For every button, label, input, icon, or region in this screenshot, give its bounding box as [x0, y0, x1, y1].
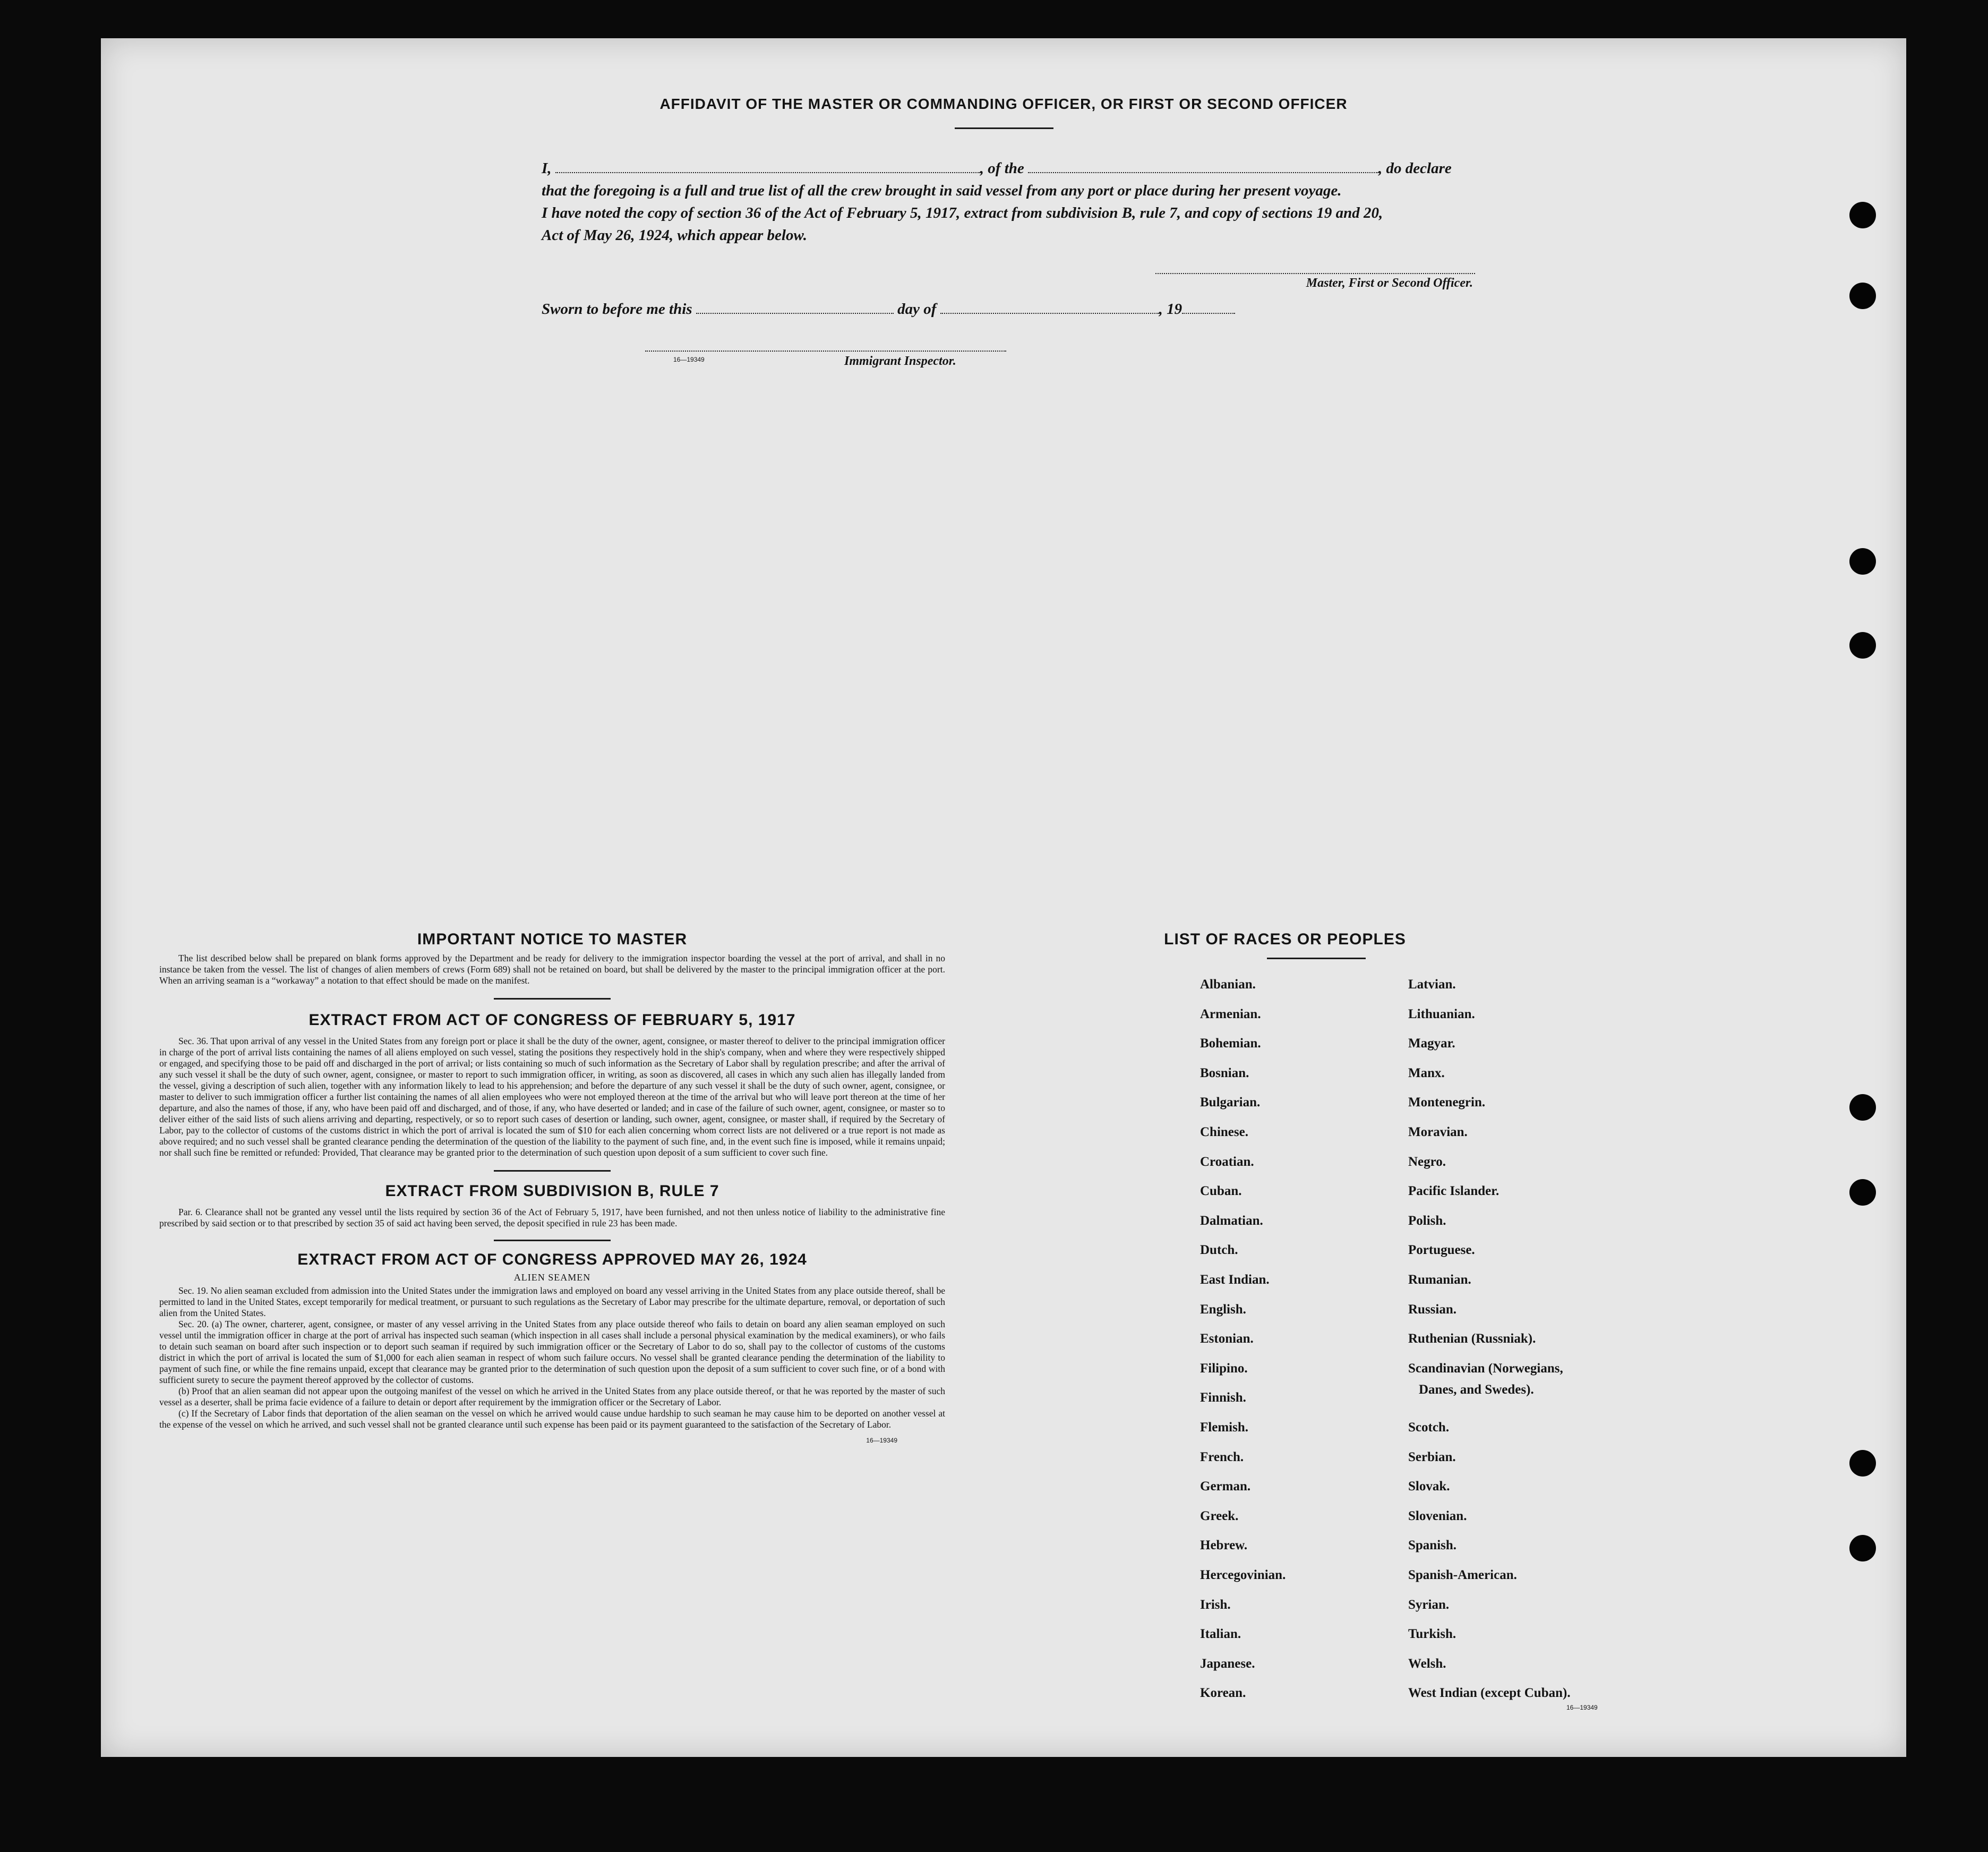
form-number: 16—19349: [866, 1437, 897, 1444]
affidavit-line-2: that the foregoing is a full and true list of all the crew brought in said vessel from any port or place during her present voyage.: [542, 182, 1342, 199]
race-item: Hercegovinian.: [1200, 1568, 1286, 1582]
extract-rule7-title: EXTRACT FROM SUBDIVISION B, RULE 7: [385, 1182, 719, 1200]
divider: [494, 998, 611, 1000]
race-item: West Indian (except Cuban).: [1408, 1686, 1571, 1701]
race-item: Lithuanian.: [1408, 1006, 1475, 1021]
race-item: Latvian.: [1408, 977, 1456, 992]
punch-hole: [1849, 283, 1876, 309]
race-item: Portuguese.: [1408, 1243, 1475, 1258]
race-item: Estonian.: [1200, 1332, 1254, 1346]
race-item: Spanish-American.: [1408, 1568, 1517, 1582]
year-prefix: , 19: [1159, 301, 1182, 318]
race-item: Italian.: [1200, 1627, 1241, 1642]
race-item: Bohemian.: [1200, 1036, 1261, 1051]
year-blank: [1182, 312, 1235, 314]
race-item: Slovenian.: [1408, 1508, 1467, 1523]
affidavit-title: AFFIDAVIT OF THE MASTER OR COMMANDING OFFICER, OR FIRST OR SECOND OFFICER: [659, 96, 1348, 112]
race-item: Ruthenian (Russniak).: [1408, 1332, 1536, 1346]
extract-1917-body: Sec. 36. That upon arrival of any vessel in the United States from any foreign port or place it shall be the duty of the owner, agent, consignee, or master thereof to deliver to the principal immigration officer in charge of the port of arrival lists containing the names of all aliens employed on such vessel, stating the positions they respectively hold in the ship's company, when and where they were respectively shipped or engaged, and specifying those to be paid off and discharged in the port of arrival; or lists containing so much of such information as the Secretary of Labor shall by regulation prescribe; and after the arrival of any such vessel it shall be the duty of such owner, agent, consignee, or master to report to such immigration officer, in writing, as soon as discovered, all cases in which any such alien has illegally landed from the vessel, giving a description of such alien, together with any information likely to lead to his apprehension; and before the departure of any such vessel it shall be the duty of such owner, agent, consignee, or master to deliver to such immigration officer a further list containing the names of all alien employees who were not employed thereon at the time of the arrival but who will leave port thereon at the time of her departure, and also the names of those, if any, who have been paid off and discharged, and of those, if any, who have deserted or landed; and in case of the failure of such owner, agent, consignee, or master so to deliver either of the said lists of such aliens arriving and departing, respectively, or so to report such cases of desertion or landing, such owner, agent, consignee, or master shall, if required by the Secretary of Labor, pay to the collector of customs of the customs district in which the port of arrival is located the sum of $10 for each alien concerning whom correct lists are not delivered or a true report is not made as above required; and no such vessel shall be granted clearance pending the determination of the question of the liability to the payment of such fine, and, in the event such fine is imposed, while it remains unpaid; nor shall such fine be remitted or refunded: Provided, That clearance may be granted prior to the determination of such question upon deposit of a sum sufficient to cover such fine.: [159, 1036, 945, 1158]
sworn-line: [542, 301, 1235, 318]
document-page: [101, 38, 1906, 1757]
race-item: Bosnian.: [1200, 1065, 1249, 1080]
race-item: Armenian.: [1200, 1006, 1261, 1021]
extract-rule7-body: Par. 6. Clearance shall not be granted any vessel until the lists required by section 36 of the Act of February 5, 1917, have been furnished, and not then unless notice of liability to the administrative fine prescribed by said section or to that prescribed by section 35 of said act having been served, the deposit specified in rule 23 has been made.: [159, 1207, 945, 1228]
race-item: German.: [1200, 1479, 1251, 1494]
punch-hole: [1849, 1179, 1876, 1206]
affidavit-line-3: I have noted the copy of section 36 of the Act of February 5, 1917, extract from subdivision B, rule 7, and copy of sections 19 and 20,: [542, 204, 1383, 221]
race-item: Filipino.: [1200, 1361, 1248, 1376]
race-item: Spanish.: [1408, 1538, 1457, 1553]
affidavit-line-1: [542, 160, 1452, 177]
sec19-body: Sec. 19. No alien seaman excluded from admission into the United States under the immigration laws and employed on board any vessel arriving in the United States from any place outside thereof, shall be permitted to land in the United States, except temporarily for medical treatment, or pursuant to such regulations as the Secretary of Labor may prescribe for the ultimate departure, removal, or deportation of such alien from the United States.: [159, 1285, 945, 1318]
alien-seamen-subtitle: ALIEN SEAMEN: [513, 1272, 591, 1283]
race-item: French.: [1200, 1449, 1244, 1464]
signature-line: [1155, 273, 1475, 274]
punch-hole: [1849, 202, 1876, 228]
race-item: Pacific Islander.: [1408, 1184, 1499, 1199]
race-item: Manx.: [1408, 1065, 1445, 1080]
race-item: Finnish.: [1200, 1390, 1246, 1405]
race-item: East Indian.: [1200, 1273, 1270, 1287]
race-item: Polish.: [1408, 1213, 1446, 1228]
punch-hole: [1849, 1450, 1876, 1477]
signature-label: Master, First or Second Officer.: [1306, 276, 1473, 290]
punch-hole: [1849, 1535, 1876, 1561]
race-item: Japanese.: [1200, 1656, 1255, 1671]
legal-extracts: [159, 931, 945, 1444]
form-number: 16—19349: [1566, 1704, 1598, 1711]
race-item: Montenegrin.: [1408, 1095, 1486, 1110]
extract-1924-title: EXTRACT FROM ACT OF CONGRESS APPROVED MAY 26, 1924: [297, 1251, 807, 1268]
race-item: Magyar.: [1408, 1036, 1455, 1051]
month-blank: [940, 312, 1159, 314]
i-prefix: I,: [542, 160, 552, 177]
race-item: Croatian.: [1200, 1154, 1254, 1169]
race-item: Chinese.: [1200, 1125, 1248, 1139]
day-of-text: day of: [897, 301, 937, 318]
sec20b-body: (b) Proof that an alien seaman did not appear upon the outgoing manifest of the vessel on which he arrived in the United States from any place outside thereof, or that he was reported by the master of such vessel as a deserter, shall be prima facie evidence of a failure to detain or deport after requirement by the immigration officer or the Secretary of Labor.: [159, 1386, 945, 1407]
race-item: Russian.: [1408, 1302, 1457, 1317]
sec20a-body: Sec. 20. (a) The owner, charterer, agent, consignee, or master of any vessel arriving in the United States from any place outside thereof who fails to detain on board any alien seaman employed on such vessel until the immigration officer in charge at the port of arrival has inspected such seaman (which inspection in all cases shall include a personal physical examination by the medical examiners), or who fails to detain such seaman on board after such inspection or to deport such seaman if required by such immigration officer or the Secretary of Labor to do so, shall pay to the collector of customs of the customs district in which the port of arrival is located the sum of $1,000 for each alien seaman in respect of whom such failure occurs. No vessel shall be granted clearance pending the determination of the liability to payment of such fine, or while the fine remains unpaid, except that clearance may be granted prior to the determination of such question upon the deposit of a sum sufficient to cover such fine, or of a bond with sufficient surety to secure the payment thereof approved by the collector of customs.: [159, 1319, 945, 1385]
sworn-day-blank: [696, 312, 894, 314]
punch-hole: [1849, 632, 1876, 659]
race-item: Scandinavian (Norwegians,: [1408, 1361, 1563, 1376]
race-item: Bulgarian.: [1200, 1095, 1261, 1110]
race-item: English.: [1200, 1302, 1246, 1317]
of-the-text: , of the: [980, 160, 1024, 177]
race-item: Dutch.: [1200, 1243, 1238, 1258]
do-declare-text: , do declare: [1378, 160, 1452, 177]
inspector-label: Immigrant Inspector.: [844, 354, 956, 368]
race-item: Moravian.: [1408, 1125, 1468, 1139]
affidavit-body: [542, 157, 1599, 246]
divider: [494, 1170, 611, 1172]
divider: [494, 1240, 611, 1241]
race-item: Scotch.: [1408, 1420, 1450, 1435]
inspector-signature-line: [645, 351, 1006, 352]
sworn-prefix: Sworn to before me this: [542, 301, 692, 318]
race-item: Albanian.: [1200, 977, 1256, 992]
affidavit-line-4: Act of May 26, 1924, which appear below.: [542, 227, 807, 244]
race-item: Irish.: [1200, 1597, 1231, 1612]
sec20c-body: (c) If the Secretary of Labor finds that deportation of the alien seaman on the vessel on which he arrived would cause undue hardship to such seaman he may cause him to be deported on another vessel at the expense of the vessel on which he arrived, and such vessel shall not be granted clearance until such expense has been paid or its payment guaranteed to the satisfaction of the Secretary of Labor.: [159, 1408, 945, 1430]
extract-1917-title: EXTRACT FROM ACT OF CONGRESS OF FEBRUARY 5, 1917: [309, 1011, 796, 1029]
race-item: Dalmatian.: [1200, 1213, 1263, 1228]
vessel-blank: [1028, 172, 1378, 173]
race-item: Serbian.: [1408, 1449, 1456, 1464]
race-item: Turkish.: [1408, 1627, 1456, 1642]
divider: [1267, 958, 1366, 959]
notice-body: The list described below shall be prepared on blank forms approved by the Department and be ready for delivery to the immigration inspector boarding the vessel at the port of arrival, and shall in no instance be taken from the vessel. The list of changes of alien members of crews (Form 689) shall not be retained on board, but shall be delivered by the master to the principal immigration officer at the port. When an arriving seaman is a “workaway” a notation to that effect should be made on the manifest.: [159, 953, 945, 986]
race-item: Slovak.: [1408, 1479, 1450, 1494]
race-item: Rumanian.: [1408, 1273, 1471, 1287]
form-number: 16—19349: [673, 356, 705, 363]
race-item: Danes, and Swedes).: [1419, 1382, 1534, 1397]
race-item: Korean.: [1200, 1686, 1246, 1701]
race-item: Welsh.: [1408, 1656, 1446, 1671]
race-item: Syrian.: [1408, 1597, 1450, 1612]
race-item: Cuban.: [1200, 1184, 1242, 1199]
punch-hole: [1849, 1094, 1876, 1121]
notice-title: IMPORTANT NOTICE TO MASTER: [417, 931, 688, 948]
punch-hole: [1849, 548, 1876, 575]
name-blank: [555, 172, 980, 173]
race-item: Hebrew.: [1200, 1538, 1248, 1553]
title-divider: [955, 127, 1053, 129]
race-item: Greek.: [1200, 1508, 1239, 1523]
race-item: Negro.: [1408, 1154, 1446, 1169]
race-item: Flemish.: [1200, 1420, 1248, 1435]
races-title: LIST OF RACES OR PEOPLES: [1164, 931, 1406, 948]
